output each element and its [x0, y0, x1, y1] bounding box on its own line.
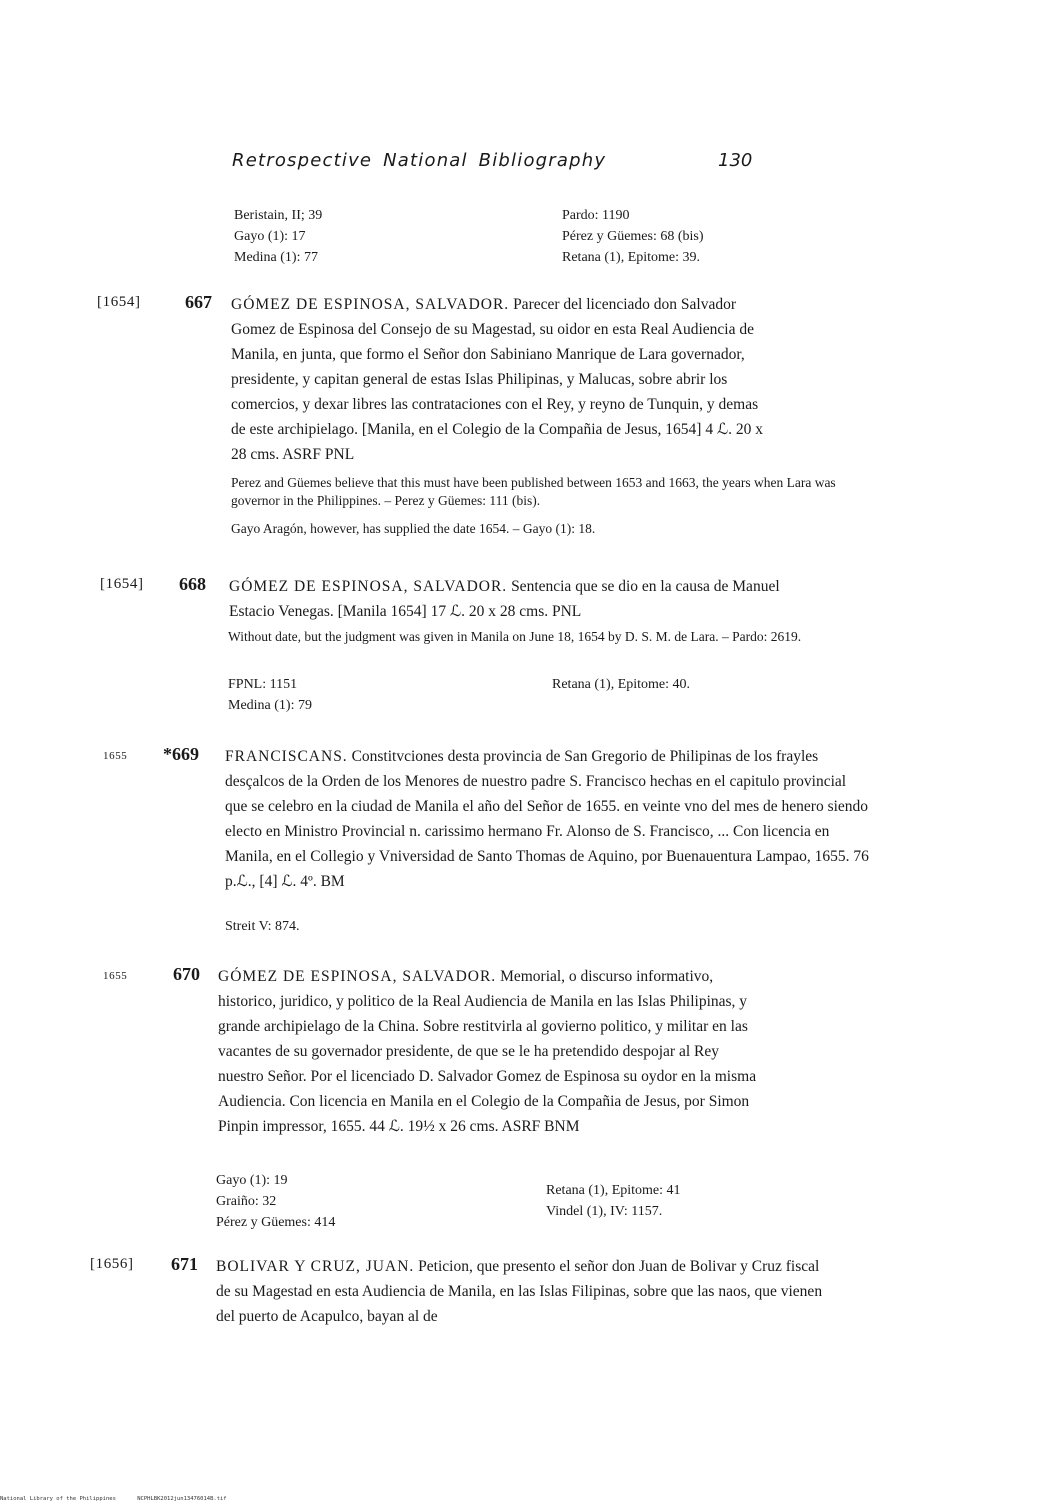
entry-note: Gayo Aragón, however, has supplied the date 1654. – Gayo (1): 18. — [231, 521, 596, 536]
entry-author: GÓMEZ DE ESPINOSA, SALVADOR. — [229, 578, 508, 595]
running-head-title: Retrospective National Bibliography — [232, 150, 607, 171]
entry-author: GÓMEZ DE ESPINOSA, SALVADOR. — [231, 296, 510, 313]
references-left — [228, 674, 312, 716]
entry-number: 670 — [173, 964, 200, 984]
entry-number: 667 — [185, 292, 212, 312]
entry-number: *669 — [163, 744, 199, 764]
references-left — [234, 205, 322, 268]
reference: Vindel (1), IV: 1157. — [546, 1204, 663, 1219]
bibliography-entry-669 — [0, 744, 1064, 944]
reference: Pérez y Güemes: 68 (bis) — [562, 229, 704, 244]
reference: Gayo (1): 19 — [216, 1173, 288, 1188]
reference: Retana (1), Epitome: 39. — [562, 250, 701, 265]
entry-author: FRANCISCANS. — [225, 748, 348, 765]
reference: Medina (1): 77 — [234, 250, 318, 265]
references-right — [552, 674, 690, 695]
entry-body — [231, 292, 771, 467]
reference: Pardo: 1190 — [562, 208, 630, 223]
running-head — [232, 150, 762, 180]
entry-number: 668 — [179, 574, 206, 594]
entry-date: [1656] — [90, 1256, 134, 1272]
entry-date: [1654] — [97, 294, 141, 310]
reference: Graiño: 32 — [216, 1194, 277, 1209]
bibliography-entry-670 — [0, 964, 1064, 1234]
footer-filename: NCPHLBK2012jun13476014B.tif — [137, 1496, 227, 1502]
reference: Streit V: 874. — [225, 919, 300, 934]
entry-number: 671 — [171, 1254, 198, 1274]
reference: FPNL: 1151 — [228, 677, 298, 692]
entry-references — [228, 674, 768, 716]
entry-text: Memorial, o discurso informativo, historico, juridico, y politico de la Real Audiencia de Manila en las Islas Philipinas, y grande archipielago de la China. Sobre restitvirla al govierno politico, y militar en las vacantes de su governador presidente, de que se le ha pretendido despojar al Rey nuestro Señor. Por el licenciado D. Salvador Gomez de Espinosa su oydor en la misma Audiencia. Con licencia en Manila en el Colegio de la Compañia de Jesus, por Simon Pinpin impressor, 1655. 44 ℒ. 19½ x 26 cms. ASRF BNM — [218, 968, 757, 1135]
scan-footer — [0, 1496, 300, 1502]
entry-text: Constitvciones desta provincia de San Gregorio de Philipinas de los frayles desçalcos de la Orden de los Menores de nuestro padre S. Francisco hechas en el capitulo provincial que se celebro en la ciudad de Manila el año del Señor de 1655. en veinte vno del mes de henero siendo electo en Ministro Provincial n. carissimo hermano Fr. Alonso de S. Francisco, ... Con licencia en Manila, en el Collegio y Vniversidad de Santo Thomas de Aquino, por Buenauentura Lampao, 1655. 76 p.ℒ., [4] ℒ. 4º. BM — [225, 748, 869, 890]
entry-references — [225, 916, 425, 938]
entry-text: Sentencia que se dio en la causa de Manuel Estacio Venegas. [Manila 1654] 17 ℒ. 20 x 28 cms. PNL — [229, 578, 780, 620]
bibliography-entry-671 — [0, 1254, 1064, 1344]
reference: Pérez y Güemes: 414 — [216, 1215, 336, 1230]
entry-author: BOLIVAR Y CRUZ, JUAN. — [216, 1258, 415, 1275]
reference: Beristain, II; 39 — [234, 208, 323, 223]
footer-library: National Library of the Philippines — [0, 1496, 116, 1502]
entry-date: [1654] — [100, 576, 144, 592]
entry-text: Peticion, que presento el señor don Juan de Bolivar y Cruz fiscal de su Magestad en esta Audiencia de Manila, en las Islas Filipinas, sobre que las naos, que vienen del puerto de Acapulco, bayan al de — [216, 1258, 823, 1325]
references-left — [225, 916, 300, 937]
entry-body — [218, 964, 758, 1139]
reference: Retana (1), Epitome: 40. — [552, 677, 691, 692]
entry-note: Without date, but the judgment was given in Manila on June 18, 1654 by D. S. M. de Lara. – Pardo: 2619. — [228, 629, 802, 644]
continued-references — [234, 205, 774, 271]
bibliography-entry-668 — [0, 574, 1064, 719]
entry-text: Parecer del licenciado don Salvador Gomez de Espinosa del Consejo de su Magestad, su oidor en esta Real Audiencia de Manila, en junta, que formo el Señor don Sabiniano Manrique de Lara governador, presidente, y capitan general de estas Islas Philipinas, y Malucas, sobre abrir los comercios, y dexar libres las contrataciones con el Rey, y reyno de Tunquin, y demas de este archipielago. [Manila, en el Colegio de la Compañia de Jesus, 1654] 4 ℒ. 20 x 28 cms. ASRF PNL — [231, 296, 763, 463]
entry-author: GÓMEZ DE ESPINOSA, SALVADOR. — [218, 968, 497, 985]
page-number: 130 — [718, 150, 753, 171]
entry-date: 1655 — [103, 970, 128, 982]
entry-body — [216, 1254, 828, 1329]
references-right — [546, 1180, 681, 1222]
reference: Gayo (1): 17 — [234, 229, 306, 244]
entry-note: Perez and Güemes believe that this must have been published between 1653 and 1663, the years when Lara was governor in the Philippines. – Perez y Güemes: 111 (bis). — [231, 475, 836, 508]
reference: Retana (1), Epitome: 41 — [546, 1183, 681, 1198]
entry-date: 1655 — [103, 750, 128, 762]
references-left — [216, 1170, 335, 1233]
entry-body — [229, 574, 829, 624]
bibliography-entry-667 — [0, 292, 1064, 552]
reference: Medina (1): 79 — [228, 698, 312, 713]
references-right — [562, 205, 704, 268]
entry-body — [225, 744, 870, 894]
entry-references — [216, 1170, 776, 1234]
